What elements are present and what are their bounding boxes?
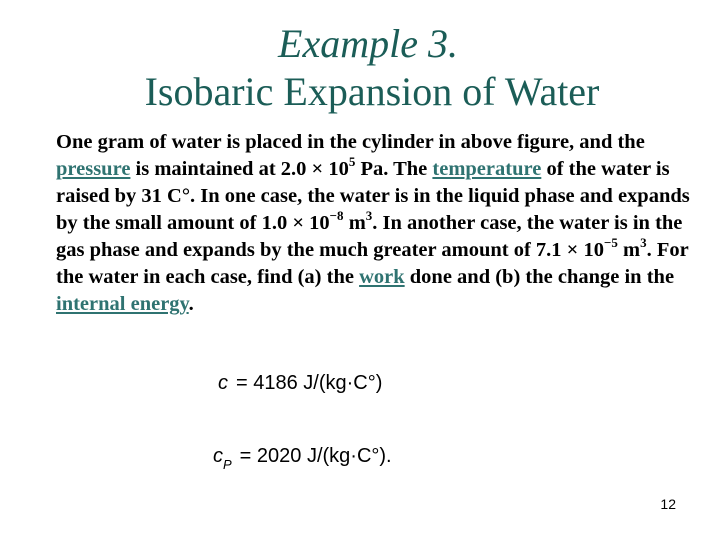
pressure-link[interactable]: pressure [56, 158, 131, 180]
paragraph-text: m [617, 239, 641, 261]
slide-title-line-2: Isobaric Expansion of Water [144, 69, 600, 114]
exponent: 3 [640, 235, 647, 251]
exponent: −5 [603, 235, 618, 251]
c-value: = 4186 J/(kg·C°) [236, 372, 383, 394]
problem-paragraph [56, 129, 696, 318]
paragraph-text: Pa. The [355, 158, 433, 180]
cp-symbol: c [213, 445, 223, 467]
paragraph-text: m [343, 212, 366, 234]
paragraph-text: One gram of water is placed in the cylinder in above figure, and the [56, 131, 645, 153]
slide-title-line-1: Example 3. [278, 21, 458, 66]
exponent: 5 [348, 154, 356, 170]
paragraph-text: . [188, 293, 194, 315]
paragraph-text: is maintained at 2.0 × 10 [130, 158, 349, 180]
page-number: 12 [660, 496, 676, 512]
exponent: 3 [365, 208, 373, 224]
internal-energy-link[interactable]: internal energy [56, 293, 189, 315]
paragraph-text: of the water is raised by 31 C°. In one case, the water is in the liquid phase and expands by the small amount of 1.0 × 10 [56, 158, 690, 234]
paragraph-text: . In another case, the water is in the gas phase and expands by the much greater amount of 7.1 × 10 [56, 212, 683, 261]
paragraph-text: done and (b) the change in the [404, 266, 675, 288]
work-link[interactable]: work [359, 266, 405, 288]
cp-value: = 2020 J/(kg·C°). [239, 445, 392, 467]
c-symbol: c [218, 372, 228, 394]
temperature-link[interactable]: temperature [432, 158, 542, 180]
cp-subscript: P [223, 457, 232, 472]
specific-heat-gas-equation [213, 445, 392, 470]
exponent: −8 [329, 208, 344, 224]
paragraph-text: . For the water in each case, find (a) the [56, 239, 689, 288]
specific-heat-liquid-equation [218, 372, 382, 395]
